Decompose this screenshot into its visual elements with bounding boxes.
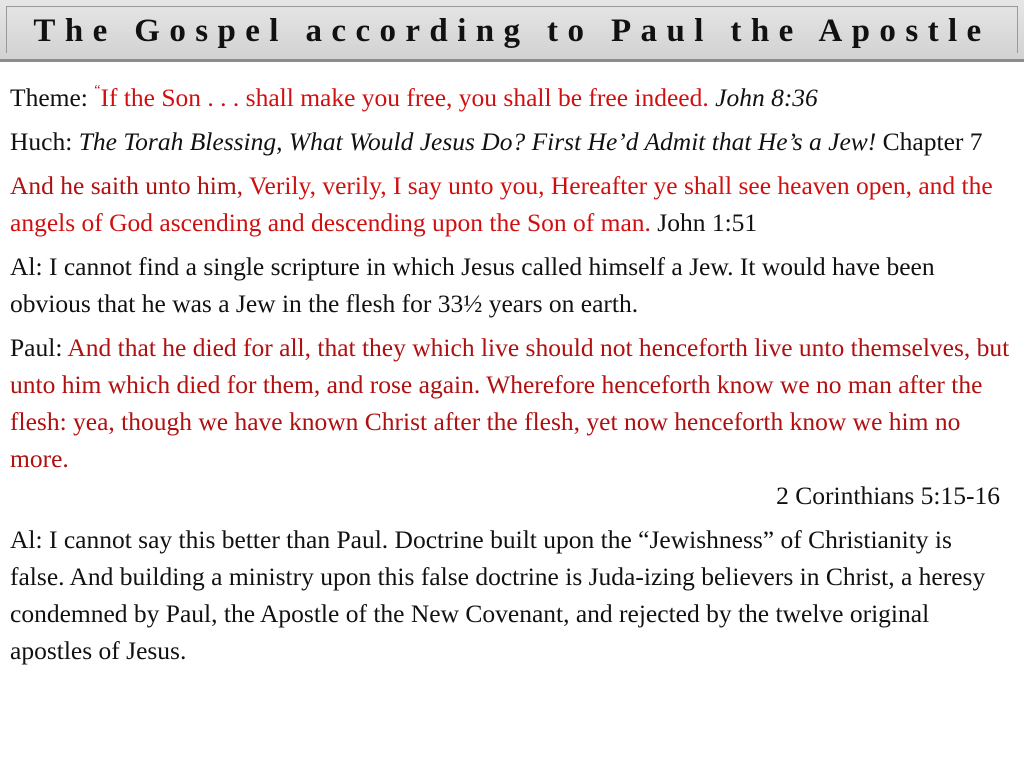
al-comment-2: Al: I cannot say this better than Paul. Doctrine built upon the “Jewishness” of Christianity is false. And building a ministry upon this false doctrine is Juda-izing believers in Christ, a heresy condemned by Paul, the Apostle of the New Covenant, and rejected by the twelve original apostles of Jesus. xyxy=(10,525,986,665)
huch-paragraph xyxy=(10,123,1010,160)
paul-label: Paul: xyxy=(10,333,68,362)
paul-quote: And that he died for all, that they which live should not henceforth live unto themselves, but unto him which died for them, and rose again. Wherefore henceforth know we no man after the flesh: yea, though we have known Christ after the flesh, yet now henceforth know we him no more. xyxy=(10,333,1010,473)
john-1-51-intro: And he saith unto him, xyxy=(10,171,249,200)
huch-book-title: The Torah Blessing, What Would Jesus Do? First He’d Admit that He’s a Jew! xyxy=(78,127,877,156)
john-1-51-paragraph xyxy=(10,167,1010,241)
slide-content xyxy=(10,72,1010,676)
theme-paragraph xyxy=(10,72,1010,116)
theme-quote-mark: “ xyxy=(94,83,101,98)
corinthians-reference: 2 Corinthians 5:15-16 xyxy=(776,481,1000,510)
paul-paragraph xyxy=(10,329,1010,477)
john-1-51-reference: John 1:51 xyxy=(650,208,758,237)
john-1-51-quote: Verily, verily, I say unto you, Hereafter ye shall see heaven open, and the angels of God ascending and descending upon the Son of man. xyxy=(10,171,993,237)
theme-reference: John 8:36 xyxy=(708,83,818,112)
al-comment-1: Al: I cannot find a single scripture in which Jesus called himself a Jew. It would have been obvious that he was a Jew in the flesh for 33½ years on earth. xyxy=(10,252,935,318)
huch-label: Huch: xyxy=(10,127,79,156)
slide-title: The Gospel according to Paul the Apostle xyxy=(33,13,991,49)
title-bar xyxy=(0,0,1024,62)
theme-quote: If the Son . . . shall make you free, you shall be free indeed. xyxy=(100,83,709,112)
theme-label: Theme: xyxy=(10,83,95,112)
huch-chapter: Chapter 7 xyxy=(876,127,983,156)
